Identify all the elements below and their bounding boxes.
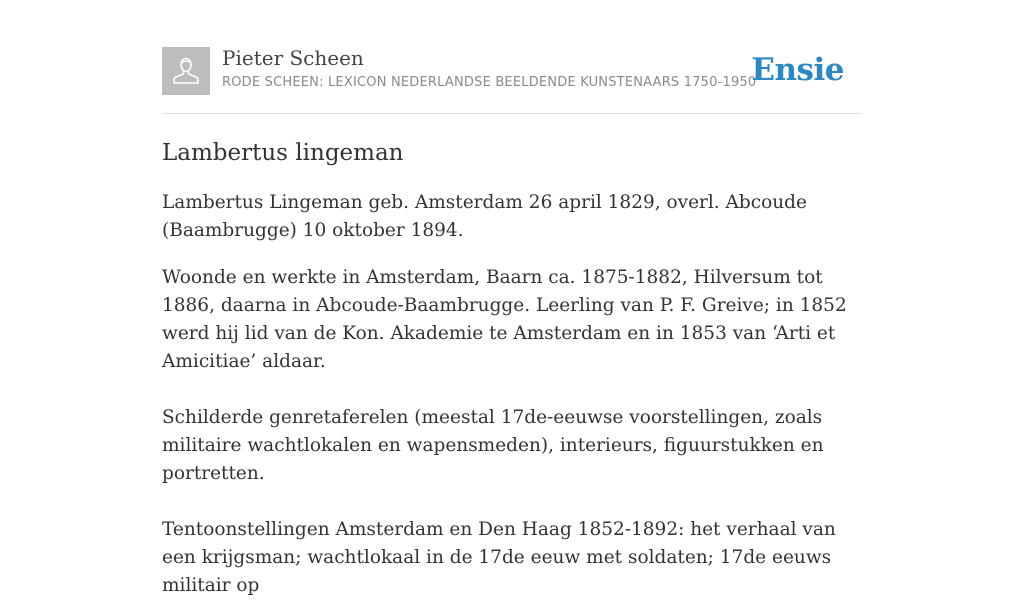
article-paragraph: Woonde en werkte in Amsterdam, Baarn ca. 1875-1882, Hilversum tot 1886, daarna in Abcoude-Baambrugge. Leerling van P. F. Greive; in 1852 werd hij lid van de Kon. Akademie te Amsterdam en in 1853 van ‘Arti et Amicitiae’ aldaar.	[162, 267, 847, 372]
article-paragraph: Tentoonstellingen Amsterdam en Den Haag 1852-1892: het verhaal van een krijgsman; wachtlokaal in de 17de eeuw met soldaten; 17de eeuws militair op	[162, 519, 836, 596]
article-paragraph: Schilderde genretaferelen (meestal 17de-eeuwse voorstellingen, zoals militaire wachtlokalen en wapensmeden), interieurs, figuurstukken en portretten.	[162, 407, 824, 484]
author-avatar[interactable]	[162, 47, 210, 95]
entry-header	[162, 0, 862, 114]
paragraph-spacer	[162, 376, 864, 404]
article-title: Lambertus lingeman	[162, 140, 404, 166]
author-name[interactable]: Pieter Scheen	[222, 46, 364, 70]
user-icon	[162, 47, 210, 95]
ensie-logo[interactable]: Ensie	[751, 52, 844, 88]
article-body	[162, 189, 864, 600]
article-paragraph: Lambertus Lingeman geb. Amsterdam 26 april 1829, overl. Abcoude (Baambrugge) 10 oktober 1894.	[162, 192, 807, 241]
source-title[interactable]: RODE SCHEEN: LEXICON NEDERLANDSE BEELDENDE KUNSTENAARS 1750-1950	[222, 75, 757, 90]
paragraph-spacer	[162, 488, 864, 516]
